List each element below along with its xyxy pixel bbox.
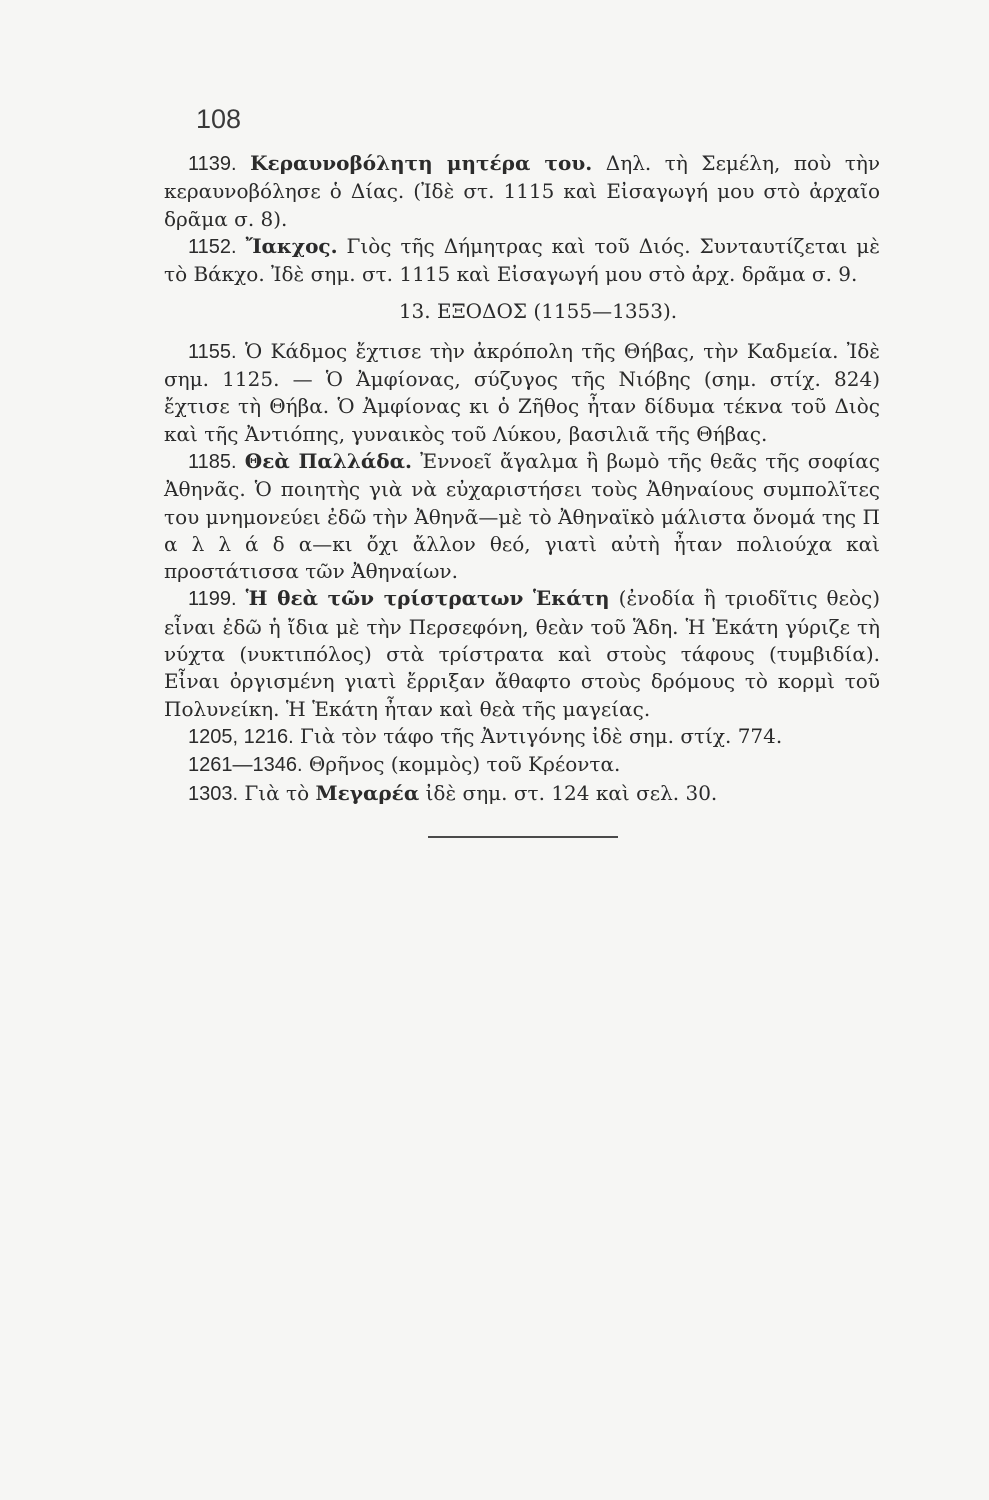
note-keyword: Ἴακχος. xyxy=(245,233,338,258)
note-text: (ἐνοδία ἢ τριοδῖτις θεὸς) εἶναι ἐδῶ ἡ ἴδια μὲ τὴν Περσεφόνη, θεὰν τοῦ Ἅδη. Ἡ Ἑκάτη γύριζε τὴ νύχτα (νυκτιπόλος) στὰ τρίστρατα καὶ στοὺς τάφους (τυμβιδία). Εἶναι ὀργισμένη γιατὶ ἔρριξαν ἄθαφτο στοὺς δρόμους τὸ κορμὶ τοῦ Πολυνείκη. Ἡ Ἑκάτη ἦταν καὶ θεὰ τῆς μαγείας. xyxy=(164,586,881,721)
note-text: Θρῆνος (κομμὸς) τοῦ Κρέοντα. xyxy=(302,752,621,777)
note-text: Γιὸς τῆς Δήμητρας καὶ τοῦ Διός. Συνταυτίζεται μὲ τὸ Βάκχο. Ἰδὲ σημ. στ. 1115 καὶ Εἰσαγωγή μου στὸ ἀρχ. δρᾶμα σ. 9. xyxy=(164,233,880,287)
note-number: 1185. xyxy=(188,450,237,473)
note-1261-1346 xyxy=(164,751,880,779)
section-heading: 13. ΕΞΟΔΟΣ (1155—1353). xyxy=(398,299,678,324)
note-keyword: Θεὰ Παλλάδα. xyxy=(244,448,412,473)
note-text: Γιὰ τὸν τάφο τῆς Ἀντιγόνης ἰδὲ σημ. στίχ. 774. xyxy=(293,723,783,748)
note-number: 1199. xyxy=(188,588,237,611)
note-text-pre: Γιὰ τὸ xyxy=(238,780,316,805)
note-number: 1303. xyxy=(188,782,239,805)
note-1155 xyxy=(164,338,880,448)
note-number: 1205, 1216. xyxy=(188,725,294,748)
end-divider xyxy=(428,836,618,838)
notes-body xyxy=(164,150,880,808)
note-keyword: Κεραυνοβόλητη μητέρα του. xyxy=(250,151,593,175)
page-number: 108 xyxy=(196,104,242,134)
note-number: 1152. xyxy=(188,235,237,258)
note-1152 xyxy=(164,233,880,289)
note-1139 xyxy=(164,150,880,233)
note-number: 1139. xyxy=(188,153,237,175)
note-text: Ὁ Κάδμος ἔχτισε τὴν ἀκρόπολη τῆς Θήβας, τὴν Καδμεία. Ἰδὲ σημ. 1125. — Ὁ Ἀμφίονας, σύζυγος τῆς Νιόβης (σημ. στίχ. 824) ἔχτισε τὴ Θήβα. Ὁ Ἀμφίονας κι ὁ Ζῆθος ἦταν δίδυμα τέκνα τοῦ Διὸς καὶ τῆς Ἀντιόπης, γυναικὸς τοῦ Λύκου, βασιλιᾶ τῆς Θήβας. xyxy=(164,338,880,446)
note-keyword: Ἡ θεὰ τῶν τρίστρατων Ἑκάτη xyxy=(245,586,610,611)
note-1303 xyxy=(164,780,880,808)
note-number: 1155. xyxy=(188,340,237,363)
note-keyword: Μεγαρέα xyxy=(315,780,420,805)
note-1205-1216 xyxy=(164,723,880,751)
note-text: Ἐννοεῖ ἄγαλμα ἢ βωμὸ τῆς θεᾶς τῆς σοφίας Ἀθηνᾶς. Ὁ ποιητὴς γιὰ νὰ εὐχαριστήσει τοὺς Ἀθηναίους συμπολῖτες του μνημονεύει ἐδῶ τὴν Ἀθηνᾶ—μὲ τὸ Ἀθηναϊκὸ μάλιστα ὄνομά της Π α λ λ ά δ α—κι ὄχι ἄλλον θεό, γιατὶ αὐτὴ ἦταν πολιούχα καὶ προστάτισσα τῶν Ἀθηναίων. xyxy=(164,448,881,584)
note-number: 1261—1346. xyxy=(188,754,303,777)
note-1185 xyxy=(164,448,880,585)
note-text: Δηλ. τὴ Σεμέλη, ποὺ τὴν κεραυνοβόλησε ὁ Δίας. (Ἰδὲ στ. 1115 καὶ Εἰσαγωγή μου στὸ ἀρχαῖο δρᾶμα σ. 8). xyxy=(164,151,881,231)
note-1199 xyxy=(164,585,880,722)
note-text: ἰδὲ σημ. στ. 124 καὶ σελ. 30. xyxy=(419,780,718,805)
